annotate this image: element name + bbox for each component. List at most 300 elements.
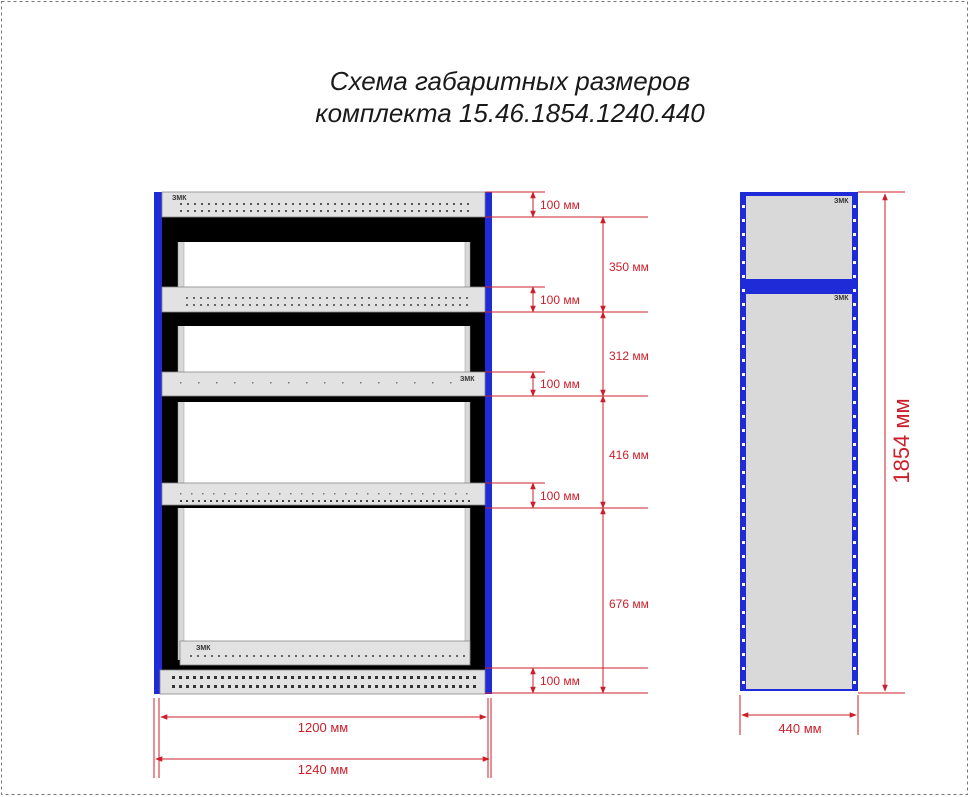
perforation-hole [242, 685, 245, 688]
dim-gap-1: 350 мм [609, 260, 649, 274]
perforation-hole [305, 685, 308, 688]
upright-hole [742, 373, 745, 376]
perforation-hole [333, 304, 335, 306]
perforation-hole [445, 685, 448, 688]
perforation-hole [309, 655, 311, 657]
diagram-title-line-1: Схема габаритных размеров [329, 66, 691, 96]
perforation-hole [404, 203, 406, 205]
perforation-hole [354, 500, 356, 502]
shelf-6-bottom [160, 670, 485, 694]
perforation-hole [299, 210, 301, 212]
perforation-hole [425, 210, 427, 212]
perforation-hole [369, 203, 371, 205]
perforation-hole [263, 297, 265, 299]
perforation-hole [256, 676, 259, 679]
perforation-hole [204, 500, 206, 502]
perforation-hole [207, 304, 209, 306]
perforation-hole [466, 304, 468, 306]
perforation-hole [234, 500, 236, 502]
perforation-hole [404, 210, 406, 212]
perforation-hole [393, 655, 395, 657]
perforation-hole [418, 210, 420, 212]
diagram-title-line-2: комплекта 15.46.1854.1240.440 [315, 98, 705, 128]
perforation-hole [288, 655, 290, 657]
shelf-1 [162, 192, 485, 217]
perforation-hole [459, 676, 462, 679]
perforation-hole [312, 297, 314, 299]
perforation-hole [312, 676, 315, 679]
perforation-hole [306, 210, 308, 212]
perforation-hole [358, 655, 360, 657]
perforation-hole [382, 676, 385, 679]
dim-shelf-5: 100 мм [540, 674, 580, 688]
perforation-hole [193, 685, 196, 688]
upright-hole [853, 303, 856, 306]
perforation-hole [420, 500, 422, 502]
logo-shelf-3: ЗМК [460, 376, 475, 383]
perforation-hole [186, 500, 188, 502]
perforation-hole [473, 676, 476, 679]
perforation-hole [453, 210, 455, 212]
perforation-hole [180, 382, 182, 384]
perforation-hole [403, 676, 406, 679]
perforation-hole [431, 676, 434, 679]
perforation-hole [186, 685, 189, 688]
perforation-hole [473, 685, 476, 688]
perforation-hole [228, 304, 230, 306]
perforation-hole [270, 382, 272, 384]
perforation-hole [179, 676, 182, 679]
perforation-hole [210, 500, 212, 502]
upright-hole [853, 639, 856, 642]
upright-hole [742, 513, 745, 516]
upright-hole [853, 233, 856, 236]
perforation-hole [361, 304, 363, 306]
perforation-hole [239, 655, 241, 657]
perforation-hole [214, 297, 216, 299]
perforation-hole [361, 297, 363, 299]
perforation-hole [222, 210, 224, 212]
perforation-hole [264, 500, 266, 502]
perforation-hole [382, 297, 384, 299]
perforation-hole [445, 304, 447, 306]
perforation-hole [467, 203, 469, 205]
perforation-hole [453, 203, 455, 205]
perforation-hole [424, 304, 426, 306]
right-upright [484, 192, 492, 694]
perforation-hole [180, 210, 182, 212]
perforation-hole [302, 655, 304, 657]
perforation-hole [456, 655, 458, 657]
shelf-3 [162, 372, 485, 396]
perforation-hole [378, 493, 380, 495]
perforation-hole [384, 500, 386, 502]
perforation-hole [263, 304, 265, 306]
perforation-hole [466, 676, 469, 679]
upright-hole [853, 359, 856, 362]
perforation-hole [270, 500, 272, 502]
perforation-hole [431, 304, 433, 306]
upright-hole [853, 667, 856, 670]
perforation-hole [408, 500, 410, 502]
upright-hole [853, 415, 856, 418]
dim-shelf-3: 100 мм [540, 377, 580, 391]
perforation-hole [192, 500, 194, 502]
upright-hole [742, 415, 745, 418]
upright-hole [742, 359, 745, 362]
perforation-hole [264, 203, 266, 205]
perforation-hole [213, 493, 215, 495]
dim-total-height: 1854 мм [889, 398, 914, 484]
upright-hole [742, 569, 745, 572]
perforation-hole [306, 203, 308, 205]
perforation-hole [379, 655, 381, 657]
perforation-hole [367, 493, 369, 495]
perforation-hole [372, 655, 374, 657]
perforation-hole [417, 297, 419, 299]
perforation-hole [319, 304, 321, 306]
perforation-hole [378, 382, 380, 384]
side-panel-top [746, 196, 852, 279]
perforation-hole [452, 304, 454, 306]
perforation-hole [298, 685, 301, 688]
upright-hole [742, 611, 745, 614]
shelf-5-top [180, 641, 470, 665]
perforation-hole [356, 493, 358, 495]
perforation-hole [432, 210, 434, 212]
perforation-hole [410, 297, 412, 299]
perforation-hole [422, 493, 424, 495]
perforation-hole [466, 685, 469, 688]
perforation-hole [396, 382, 398, 384]
perforation-hole [342, 382, 344, 384]
perforation-hole [326, 685, 329, 688]
perforation-hole [444, 493, 446, 495]
perforation-hole [424, 297, 426, 299]
perforation-hole [235, 304, 237, 306]
perforation-hole [326, 297, 328, 299]
perforation-hole [298, 297, 300, 299]
upright-hole [742, 247, 745, 250]
perforation-hole [348, 210, 350, 212]
dim-depth: 440 мм [778, 721, 822, 736]
perforation-hole [200, 676, 203, 679]
perforation-hole [320, 203, 322, 205]
perforation-hole [400, 655, 402, 657]
perforation-hole [221, 676, 224, 679]
perforation-hole [258, 500, 260, 502]
perforation-hole [333, 676, 336, 679]
perforation-hole [257, 203, 259, 205]
perforation-hole [252, 382, 254, 384]
upright-hole [853, 275, 856, 278]
perforation-hole [235, 676, 238, 679]
perforation-hole [463, 655, 465, 657]
perforation-hole [312, 685, 315, 688]
upright-hole [742, 303, 745, 306]
perforation-hole [403, 685, 406, 688]
perforation-hole [271, 203, 273, 205]
perforation-hole [330, 500, 332, 502]
perforation-hole [221, 297, 223, 299]
perforation-hole [418, 203, 420, 205]
shelf-2 [162, 287, 485, 312]
upright-hole [742, 429, 745, 432]
logo-side-top: ЗМК [834, 198, 849, 205]
perforation-hole [368, 676, 371, 679]
perforation-hole [411, 203, 413, 205]
perforation-hole [336, 500, 338, 502]
perforation-hole [242, 304, 244, 306]
perforation-hole [459, 297, 461, 299]
perforation-hole [236, 203, 238, 205]
perforation-hole [298, 676, 301, 679]
upright-hole [853, 485, 856, 488]
perforation-hole [390, 203, 392, 205]
perforation-hole [288, 382, 290, 384]
perforation-hole [354, 297, 356, 299]
perforation-hole [263, 685, 266, 688]
perforation-hole [334, 210, 336, 212]
perforation-hole [326, 676, 329, 679]
perforation-hole [390, 210, 392, 212]
perforation-hole [348, 500, 350, 502]
upright-hole [853, 317, 856, 320]
perforation-hole [324, 500, 326, 502]
perforation-hole [439, 203, 441, 205]
perforation-hole [305, 304, 307, 306]
perforation-hole [278, 210, 280, 212]
shelf-back-3 [162, 396, 485, 402]
perforation-hole [211, 655, 213, 657]
perforation-hole [466, 493, 468, 495]
perforation-hole [197, 655, 199, 657]
perforation-hole [421, 655, 423, 657]
perforation-hole [290, 493, 292, 495]
perforation-hole [344, 655, 346, 657]
perforation-hole [341, 210, 343, 212]
perforation-hole [452, 297, 454, 299]
upright-hole [853, 443, 856, 446]
perforation-hole [221, 685, 224, 688]
perforation-hole [449, 655, 451, 657]
upright-hole [853, 387, 856, 390]
perforation-hole [306, 382, 308, 384]
upright-hole [742, 205, 745, 208]
perforation-hole [180, 493, 182, 495]
upright-hole [742, 275, 745, 278]
perforation-hole [337, 655, 339, 657]
perforation-hole [396, 304, 398, 306]
perforation-hole [411, 493, 413, 495]
perforation-hole [256, 304, 258, 306]
perforation-hole [285, 210, 287, 212]
perforation-hole [193, 676, 196, 679]
perforation-hole [278, 203, 280, 205]
perforation-hole [400, 493, 402, 495]
perforation-hole [271, 210, 273, 212]
perforation-hole [277, 676, 280, 679]
perforation-hole [414, 500, 416, 502]
perforation-hole [229, 203, 231, 205]
perforation-hole [235, 297, 237, 299]
perforation-hole [260, 655, 262, 657]
perforation-hole [250, 210, 252, 212]
perforation-hole [284, 304, 286, 306]
perforation-hole [207, 297, 209, 299]
perforation-hole [221, 304, 223, 306]
perforation-hole [347, 297, 349, 299]
perforation-hole [439, 210, 441, 212]
perforation-hole [368, 297, 370, 299]
upright-hole [853, 345, 856, 348]
upright-hole [853, 681, 856, 684]
perforation-hole [389, 676, 392, 679]
perforation-hole [316, 655, 318, 657]
perforation-hole [319, 676, 322, 679]
perforation-hole [366, 500, 368, 502]
perforation-hole [179, 685, 182, 688]
perforation-hole [347, 685, 350, 688]
perforation-hole [288, 500, 290, 502]
front-view [154, 192, 492, 694]
perforation-hole [455, 493, 457, 495]
upright-hole [742, 583, 745, 586]
perforation-hole [270, 685, 273, 688]
left-frame [162, 192, 180, 694]
perforation-hole [235, 493, 237, 495]
perforation-hole [312, 304, 314, 306]
perforation-hole [342, 500, 344, 502]
left-upright [154, 192, 163, 694]
perforation-hole [326, 304, 328, 306]
perforation-hole [386, 655, 388, 657]
perforation-hole [312, 500, 314, 502]
perforation-hole [368, 304, 370, 306]
perforation-hole [376, 210, 378, 212]
perforation-hole [186, 304, 188, 306]
shelf-back-1 [162, 217, 485, 242]
perforation-hole [180, 203, 182, 205]
upright-hole [742, 541, 745, 544]
upright-hole [853, 471, 856, 474]
perforation-hole [345, 493, 347, 495]
perforation-hole [198, 500, 200, 502]
perforation-hole [462, 500, 464, 502]
upright-hole [742, 401, 745, 404]
perforation-hole [362, 203, 364, 205]
perforation-hole [318, 500, 320, 502]
perforation-hole [375, 297, 377, 299]
perforation-hole [215, 210, 217, 212]
perforation-hole [389, 493, 391, 495]
perforation-hole [361, 685, 364, 688]
upright-hole [742, 625, 745, 628]
perforation-hole [378, 500, 380, 502]
perforation-hole [396, 676, 399, 679]
perforation-hole [348, 203, 350, 205]
logo-shelf-1: ЗМК [172, 195, 187, 202]
perforation-hole [446, 210, 448, 212]
perforation-hole [389, 304, 391, 306]
perforation-hole [228, 297, 230, 299]
perforation-hole [256, 685, 259, 688]
perforation-hole [267, 655, 269, 657]
perforation-hole [246, 655, 248, 657]
perforation-hole [459, 304, 461, 306]
perforation-hole [194, 210, 196, 212]
perforation-hole [330, 655, 332, 657]
perforation-hole [243, 210, 245, 212]
perforation-hole [200, 297, 202, 299]
perforation-hole [432, 203, 434, 205]
perforation-hole [232, 655, 234, 657]
perforation-hole [246, 500, 248, 502]
perforation-hole [214, 304, 216, 306]
perforation-hole [207, 676, 210, 679]
perforation-hole [186, 297, 188, 299]
perforation-hole [208, 203, 210, 205]
perforation-hole [292, 203, 294, 205]
upright-hole [853, 219, 856, 222]
perforation-hole [193, 304, 195, 306]
perforation-hole [277, 685, 280, 688]
perforation-hole [426, 500, 428, 502]
perforation-hole [375, 676, 378, 679]
perforation-hole [299, 203, 301, 205]
upright-hole [742, 387, 745, 390]
perforation-hole [354, 685, 357, 688]
perforation-hole [390, 500, 392, 502]
perforation-hole [431, 297, 433, 299]
perforation-hole [298, 304, 300, 306]
upright-hole [742, 261, 745, 264]
perforation-hole [319, 685, 322, 688]
perforation-hole [200, 685, 203, 688]
perforation-hole [375, 685, 378, 688]
upright-hole [742, 471, 745, 474]
perforation-hole [300, 500, 302, 502]
perforation-hole [410, 685, 413, 688]
perforation-hole [397, 203, 399, 205]
logo-side-bottom: ЗМК [834, 295, 849, 302]
upright-hole [742, 219, 745, 222]
perforation-hole [417, 685, 420, 688]
perforation-hole [397, 210, 399, 212]
perforation-hole [284, 676, 287, 679]
perforation-hole [313, 210, 315, 212]
perforation-hole [323, 655, 325, 657]
perforation-hole [216, 382, 218, 384]
perforation-hole [295, 655, 297, 657]
perforation-hole [319, 297, 321, 299]
perforation-hole [228, 500, 230, 502]
perforation-hole [425, 203, 427, 205]
upright-hole [853, 289, 856, 292]
perforation-hole [340, 304, 342, 306]
perforation-hole [351, 655, 353, 657]
perforation-hole [445, 676, 448, 679]
perforation-hole [284, 685, 287, 688]
upright-hole [742, 345, 745, 348]
perforation-hole [355, 203, 357, 205]
perforation-hole [282, 500, 284, 502]
perforation-hole [200, 304, 202, 306]
dim-gap-2: 312 мм [609, 349, 649, 363]
upright-hole [853, 541, 856, 544]
perforation-hole [362, 210, 364, 212]
perforation-hole [191, 493, 193, 495]
